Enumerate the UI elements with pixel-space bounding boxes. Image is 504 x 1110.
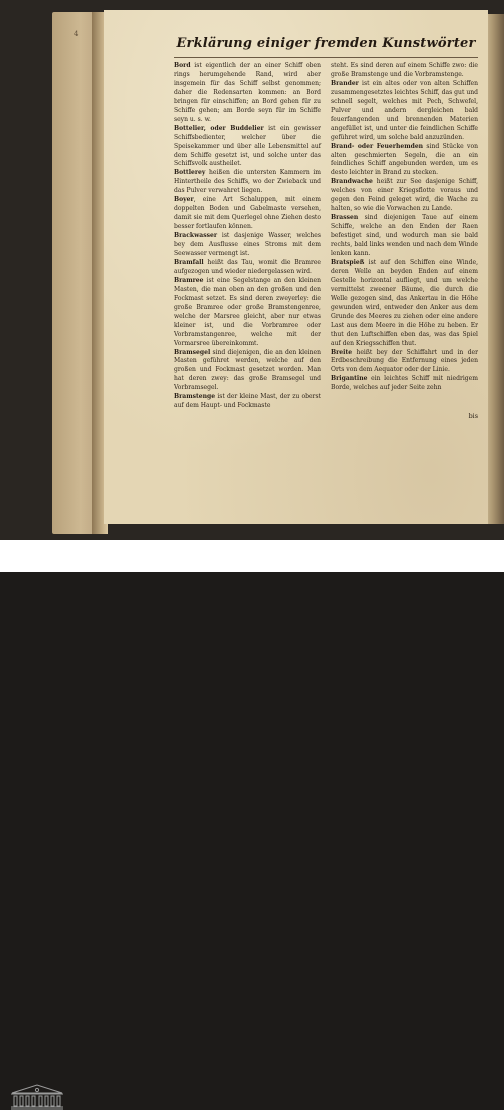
glossary-entry [331,259,478,349]
entry-definition: ist ein altes oder von alten Schiffen zusammengesetztes leichtes Schiff, das gut und schnell segelt, welches mit Pech, Schwefel, Pulver und andern dergleichen bald feuerfangenden und brennenden Materien angefüllet ist, und unter die feindlichen Schiffe geführet wird, um solche bald anzuzünden. [331,79,478,141]
entry-term: Bramstenge [174,393,216,401]
entry-term: Boyer [174,196,194,204]
entry-definition: ist dasjenige Wasser, welches bey dem Ausflusse eines Stroms mit dem Seewasser vermengt ist. [174,232,321,258]
entry-definition: steht. Es sind deren auf einem Schiffe zwo: die große Bramstenge und die Vorbramstenge. [331,62,478,78]
right-column [331,62,478,411]
library-building-logo-icon [8,1082,66,1110]
glossary-entry [174,349,321,394]
glossary-entry [174,196,321,232]
glossary-entry [174,62,321,125]
catchword: bis [468,412,478,421]
entry-term: Bratspieß [331,258,365,266]
right-page-edge [486,14,504,524]
entry-definition: sind Stücke von alten geschmierten Segeln, die an ein feindliches Schiff angebunden werden, um es desto leichter in Brand zu stecken. [331,142,478,177]
entry-definition: ist der kleine Mast, der zu oberst auf dem Haupt- und Fockmaste [174,393,321,410]
glossary-entry [331,349,478,376]
entry-term: Brander [331,79,359,87]
entry-definition: heißen die untersten Kammern im Hintertheile des Schiffs, wo der Zwieback und das Pulver verwahret liegen. [174,169,321,195]
page-title: Erklärung einiger fremden Kunstwörter [176,36,476,51]
entry-definition: heißt zur See dasjenige Schiff, welches von einer Kriegsflotte voraus und gegen den Feind geleget wird, die Wache zu halten, so wie die Vorwachen zu Lande. [331,178,478,213]
glossary-entry [174,259,321,277]
scan-background [0,0,504,540]
entry-term: Bramfall [174,258,204,266]
entry-definition: sind diejenigen Taue auf einem Schiffe, welche an den Enden der Raen befestiget sind, und wodurch man sie bald rechts, bald links wenden und nach dem Winde lenken kann. [331,214,478,258]
entry-term: Breite [331,348,353,356]
entry-term: Brackwasser [174,232,218,240]
entry-term: Bottlerey [174,169,206,177]
entry-term: Bramree [174,276,204,284]
glossary-entry [331,375,478,393]
entry-definition: sind diejenigen, die an den kleinen Masten geführet werden, welche auf den großen und Fockmast gesetzet worden. Man hat deren zwey: das große Bramsegel und Vorbramsegel. [174,348,321,392]
entry-definition: ist eine Segelstange an den kleinen Masten, die man oben an den großen und den Fockmast setzet. Es sind deren zweyerley: die große Bramree oder große Bramstengenree, welche der Marsree gleicht, aber nur etwas kleiner ist, und die Vorbramree oder Vorbramstangenree, welche mit der Vormarsree übereinkommt. [174,276,321,347]
entry-definition: ist eigentlich der an einer Schiff oben rings herumgehende Rand, wird aber insgemein für das Schiff selbst genommen; daher die Redensarten kommen: an Bord bringen für einschiffen; an Bord gehen für zu Schiffe gehen; am Borde seyn für im Schiffe seyn u. s. w. [174,62,321,123]
entry-definition: , eine Art Schaluppen, mit einem doppelten Boden und Gabelmaste versehen, damit sie mit dem Querlegel ohne Ziehen desto besser fortlaufen können. [174,196,321,231]
entry-term: Bord [174,62,191,69]
glossary-entry [174,125,321,170]
entry-term: Brandwache [331,178,373,186]
entry-term: Bottelier, oder Buddelier [174,124,264,132]
glossary-entry [331,143,478,179]
glossary-entry [331,178,478,214]
glossary-entry [174,277,321,349]
entry-term: Bramsegel [174,348,211,356]
glossary-entry [331,62,478,80]
left-page-mark: 4 [74,30,79,38]
left-column [174,62,321,411]
entry-definition: heißt bey der Schiffahrt und in der Erdbeschreibung die Entfernung eines jeden Orts von dem Aequator oder der Linie. [331,348,478,374]
entry-term: Brassen [331,214,359,222]
entry-definition: heißt das Tau, womit die Bramree aufgezogen und wieder niedergelassen wird. [174,258,321,275]
book-page [104,10,488,524]
glossary-entry [331,214,478,259]
glossary-entry [174,232,321,259]
title-rule [174,57,478,58]
entry-definition: ist auf den Schiffen eine Winde, deren Welle an beyden Enden auf einem Gestelle horizontal aufliegt, und um welche vermittelst zweener Bäume, die durch die Welle gezogen sind, das Ankertau in die Höhe gewunden wird, entweder den Anker aus dem Grunde des Meeres zu ziehen oder eine andere Last aus dem Meere in die Höhe zu heben. Er thut den Luftschiffen eben das, was das Spiel auf den Kriegsschiffen thut. [331,258,478,347]
glossary-columns [174,62,478,411]
glossary-entry [331,80,478,143]
viewer-footer [0,540,504,572]
entry-definition: ist ein gewisser Schiffsbedienter, welcher über die Speisekammer und über alle Lebensmittel auf dem Schiffe gesetzt ist, und solche unter das Schiffsvolk austheilet. [174,124,321,168]
entry-definition: ein leichtes Schiff mit niedrigem Borde, welches auf jeder Seite zehn [331,375,478,392]
glossary-entry [174,169,321,196]
glossary-entry [174,393,321,411]
entry-term: Brigantine [331,375,368,383]
entry-term: Brand- oder Feuerhemden [331,142,424,150]
